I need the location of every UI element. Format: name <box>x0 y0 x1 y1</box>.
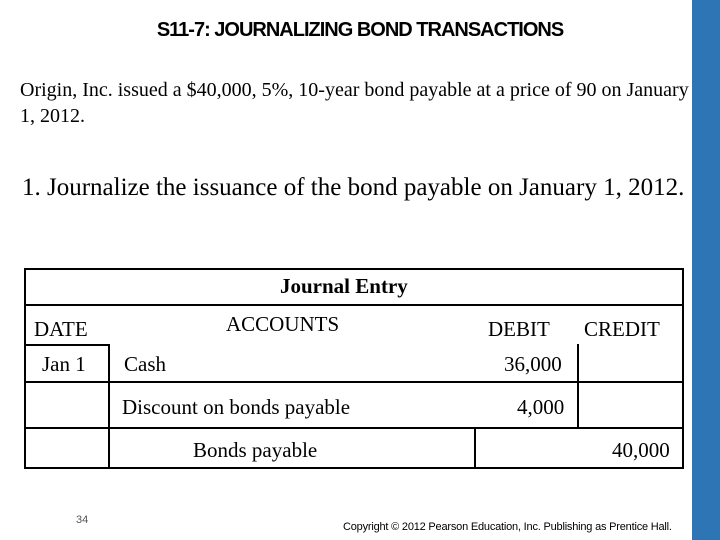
date-header-underline <box>24 344 110 346</box>
credit-column-divider <box>577 344 579 428</box>
table-border-bottom <box>24 467 684 469</box>
table-border-right <box>682 268 684 469</box>
row-1-account: Cash <box>124 352 166 376</box>
row-3-account: Bonds payable <box>193 438 318 462</box>
problem-statement: Origin, Inc. issued a $40,000, 5%, 10-year bond payable at a price of 90 on January 1, 2012. <box>20 79 689 127</box>
row-2-account: Discount on bonds payable <box>122 395 351 419</box>
journal-entry-table <box>24 268 684 468</box>
debit-column-divider <box>474 427 476 467</box>
table-border-left <box>24 268 26 469</box>
row-divider-1 <box>24 381 684 383</box>
journal-title: Journal Entry <box>280 274 408 298</box>
page-number: 34 <box>76 514 89 526</box>
right-accent-bar <box>692 0 720 540</box>
date-header: DATE <box>34 317 88 341</box>
table-header-divider <box>24 304 684 306</box>
row-1-debit: 36,000 <box>504 352 562 376</box>
row-1-date: Jan 1 <box>42 352 86 376</box>
row-3-credit: 40,000 <box>612 438 670 462</box>
row-2-debit: 4,000 <box>517 395 565 419</box>
date-column-divider <box>108 344 110 468</box>
row-divider-2 <box>24 427 684 429</box>
slide-title: S11-7: JOURNALIZING BOND TRANSACTIONS <box>156 19 564 41</box>
table-border-top <box>24 268 684 270</box>
debit-header: DEBIT <box>488 317 550 341</box>
task-instruction: 1. Journalize the issuance of the bond payable on January 1, 2012. <box>22 174 685 201</box>
credit-header: CREDIT <box>584 317 660 341</box>
copyright-notice: Copyright © 2012 Pearson Education, Inc. Publishing as Prentice Hall. <box>343 521 672 533</box>
accounts-header: ACCOUNTS <box>226 312 340 336</box>
